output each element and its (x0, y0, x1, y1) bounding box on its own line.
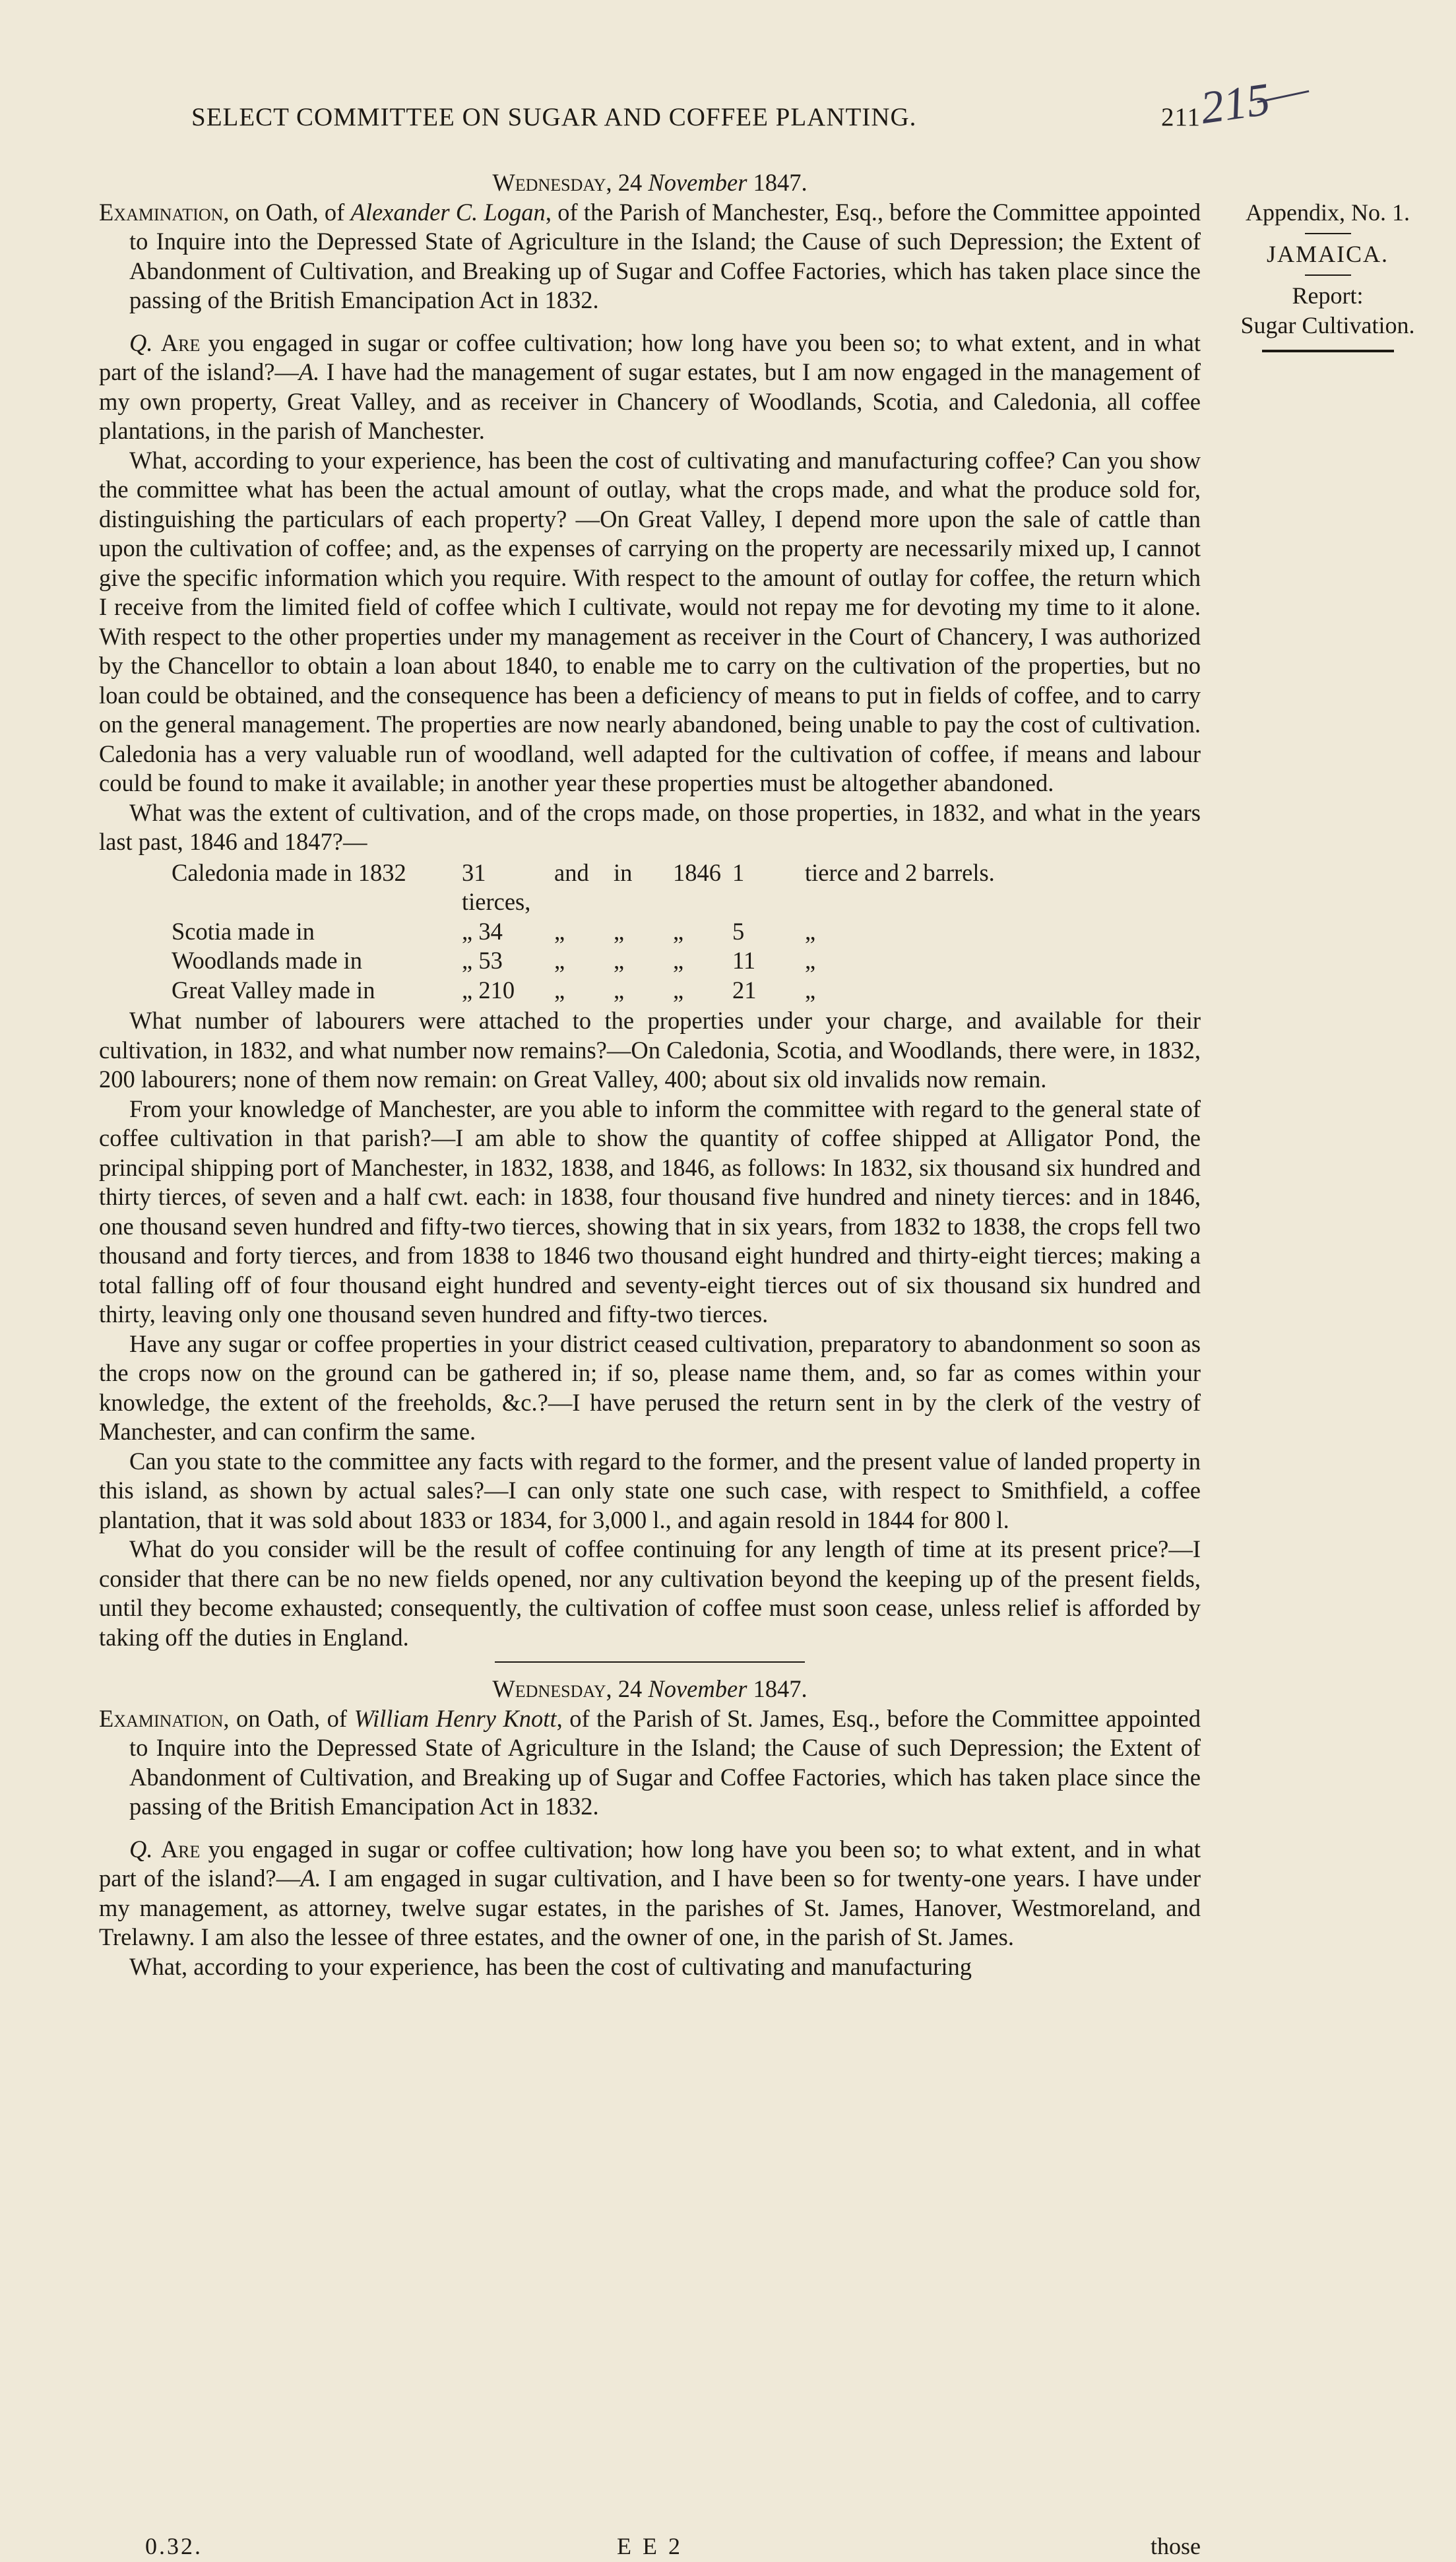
main-text (99, 168, 1201, 1981)
section-heading: Wednesday, 24 November 1847. (492, 1675, 807, 1702)
paragraph: From your knowledge of Manchester, are you able to inform the committee with regard to the general state of coffee cultivation in that parish?—I am able to show the quantity of coffee shipped at Alligator Pond, the principal shipping port of Manchester, in 1832, 1838, and 1846, as follows: In 1832, six thousand six hundred and thirty tierces, of seven and a half cwt. each: in 1838, four thousand five hundred and ninety tierces: and in 1846, one thousand seven hundred and fifty-two tierces, showing that in six years, from 1832 to 1838, the crops fell two thousand and forty tierces, and from 1838 to 1846 two thousand eight hundred and thirty-eight tierces; making a total falling off of four thousand eight hundred and seventy-eight tierces out of six thousand six hundred and thirty, leaving only one thousand seven hundred and fifty-two tierces. (99, 1095, 1201, 1328)
examination-intro: Examination, on Oath, of Alexander C. Logan, of the Parish of Manchester, Esq., before the Committee appointed to Inquire into the Depressed State of Agriculture in the Island; the Cause of such Depression; the Extent of Abandonment of Cultivation, and Breaking up of Sugar and Coffee Factories, which has taken place since the passing of the British Emancipation Act in 1832. (99, 198, 1201, 313)
witness-name: Alexander C. Logan (350, 198, 546, 226)
margin-report: Report: (1292, 282, 1364, 309)
crops-row: Great Valley made in „ 210 „ „ „ 21 „ (172, 976, 816, 1004)
footer-sheet-number: 0.32. (145, 2533, 203, 2559)
page-number: 211 (1160, 103, 1201, 131)
examination-intro: Examination, on Oath, of William Henry Knott, of the Parish of St. James, Esq., before the Committee appointed to Inquire into the Depressed State of Agriculture in the Island; the Cause of such Depression; the Extent of Abandonment of Cultivation, and Breaking up of Sugar and Coffee Factories, which has taken place since the passing of the British Emancipation Act in 1832. (99, 1704, 1201, 1820)
section-heading: Wednesday, 24 November 1847. (492, 169, 807, 196)
section-divider (495, 1661, 805, 1663)
running-head-title: SELECT COMMITTEE ON SUGAR AND COFFEE PLANTING. (191, 103, 917, 131)
crops-row: Caledonia made in 1832 31 tierces, and in 1846 1 tierce and 2 barrels. (172, 858, 995, 915)
handwritten-folio-number: 215 (1197, 74, 1273, 134)
crops-row: Scotia made in „ 34 „ „ „ 5 „ (172, 917, 816, 945)
footer-catchword: those (1151, 2533, 1201, 2559)
paragraph: What number of labourers were attached to the properties under your charge, and available for their cultivation, in 1832, and what number now remains?—On Caledonia, Scotia, and Woodlands, there were, in 1832, 200 labourers; none of them now remain: on Great Valley, 400; about six old invalids now remain. (99, 1007, 1201, 1093)
margin-subject: Sugar Cultivation. (1240, 312, 1415, 338)
paragraph: Have any sugar or coffee properties in your district ceased cultivation, preparatory to abandonment so soon as the crops now on the ground can be gathered in; if so, please name them, and, so far as comes within your knowledge, the extent of the freeholds, &c.?—I have perused the return sent in by the clerk of the vestry of Manchester, and can confirm the same. (99, 1329, 1201, 1445)
paragraph: What, according to your experience, has been the cost of cultivating and manufacturing (129, 1952, 972, 1980)
margin-rule (1305, 233, 1351, 234)
paragraph: What, according to your experience, has been the cost of cultivating and manufacturing coffee? Can you show the committee what has been the actual amount of outlay, what the crops made, and what the produce sold for, distinguishing the particulars of each property? —On Great Valley, I depend more upon the sale of cattle than upon the cultivation of coffee; and, as the expenses of carrying on the property are necessarily mixed up, I cannot give the specific information which you require. With respect to the amount of outlay for coffee, the return which I receive from the limited field of coffee which I cultivate, would not repay me for devoting my time to it alone. With respect to the other properties under my management as receiver in the Court of Chancery, I was authorized by the Chancellor to obtain a loan about 1840, to enable me to carry on the cultivation of the properties, but no loan could be obtained, and the consequence has been a deficiency of means to put in fields of coffee, and to carry on the general management. The properties are now nearly abandoned, being unable to pay the cost of cultivation. Caledonia has a very valuable run of woodland, well adapted for the cultivation of coffee, if means and labour could be found to make it available; in another year these properties must be altogether abandoned. (99, 446, 1201, 796)
paragraph: What was the extent of cultivation, and of the crops made, on those properties, in 1832, and what in the years last past, 1846 and 1847?— (99, 798, 1201, 855)
crops-row: Woodlands made in „ 53 „ „ „ 11 „ (172, 947, 816, 974)
witness-name: William Henry Knott (354, 1704, 557, 1732)
margin-colony: JAMAICA. (1266, 241, 1389, 267)
crops-table (172, 858, 1201, 1006)
paragraph: What do you consider will be the result of coffee continuing for any length of time at its present price?—I consider that there can be no new fields opened, nor any cultivation beyond the keeping up of the present fields, until they become exhausted; consequently, the cultivation of coffee must soon cease, unless relief is afforded by taking off the duties in England. (99, 1535, 1201, 1651)
margin-note (1214, 198, 1441, 352)
running-head (191, 102, 1201, 132)
question-answer: Q. Are you engaged in sugar or coffee cultivation; how long have you been so; to what extent, and in what part of the island?—A. I am engaged in sugar cultivation, and I have been so for twenty-one years. I have under my management, as attorney, twelve sugar estates, in the parishes of St. James, Hanover, Westmoreland, and Trelawny. I am also the lessee of three estates, and the owner of one, in the parish of St. James. (99, 1835, 1201, 1950)
question-answer: Q. Are you engaged in sugar or coffee cultivation; how long have you been so; to what extent, and in what part of the island?—A. I have had the management of sugar estates, but I am now engaged in the management of my own property, Great Valley, and as receiver in Chancery of Woodlands, Scotia, and Caledonia, all coffee plantations, in the parish of Manchester. (99, 329, 1201, 444)
paragraph: Can you state to the committee any facts with regard to the former, and the present value of landed property in this island, as shown by actual sales?—I can only state one such case, with respect to Smithfield, a coffee plantation, that it was sold about 1833 or 1834, for 3,000 l., and again resold in 1844 for 800 l. (99, 1447, 1201, 1533)
footer-signature: E E 2 (617, 2533, 683, 2559)
margin-thick-rule (1262, 350, 1394, 352)
margin-rule (1305, 274, 1351, 276)
margin-appendix: Appendix, No. 1. (1246, 199, 1410, 226)
